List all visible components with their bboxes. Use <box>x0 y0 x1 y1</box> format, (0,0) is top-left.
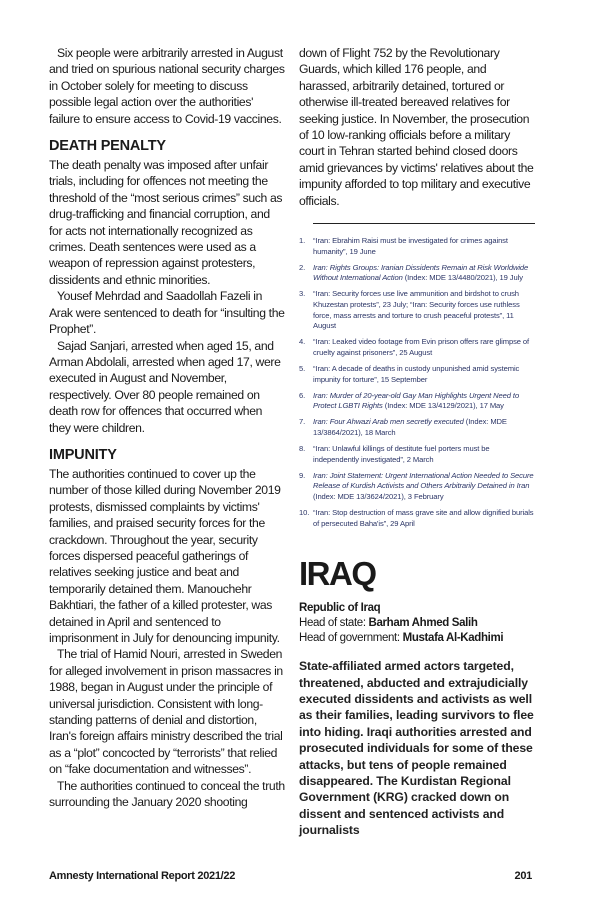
footnote <box>299 417 535 438</box>
paragraph: The authorities continued to cover up the number of those killed during November 2019 protests, dismissed complaints by victims' families, and praised security forces for the crackdown. Throughout the year, security forces dispersed peaceful gatherings of relatives seeking justice and beat and temporarily detained them. Manouchehr Bakhtiari, the father of a killed protester, was detained in April and sentenced to imprisonment in July for denouncing impunity. <box>49 466 281 645</box>
head-state-label: Head of state: <box>299 617 369 630</box>
footnote <box>299 236 535 257</box>
paragraph: Six people were arbitrarily arrested in August and tried on spurious national security charges in October solely for meeting to discuss possible legal action over the authorities' failure to ensure access to Covid-19 vaccines. <box>49 46 285 126</box>
right-column <box>299 45 535 839</box>
country-title: IRAQ <box>299 555 376 593</box>
footnote-number: 6. <box>299 390 306 400</box>
paragraph: Sajad Sanjari, arrested when aged 15, and Arman Abdolali, arrested when aged 17, were executed in August and November, respectively. Over 80 people remained on death row for offences that occurred when they were children. <box>49 338 281 435</box>
footnote-text: “Iran: Leaked video footage from Evin prison offers rare glimpse of cruelty against prisoners”, 25 August <box>313 337 530 357</box>
footnote-text: “Iran: Unlawful killings of destitute fuel porters must be independently investigated”, 2 March <box>313 444 490 464</box>
footnote-number: 5. <box>299 364 306 373</box>
heading-death-penalty: DEATH PENALTY <box>49 138 166 155</box>
footnote-title: Iran: Murder of 20-year-old Gay Man Highlights Urgent Need to Protect LGBTI Rights <box>313 390 520 411</box>
footnote <box>299 289 535 331</box>
footer-report-title: Amnesty International Report 2021/22 <box>49 870 236 882</box>
footnote-number: 2. <box>299 262 306 272</box>
official-name: Republic of Iraq <box>299 602 381 615</box>
country-meta <box>299 601 535 646</box>
footnote <box>299 444 535 465</box>
footnote-divider <box>313 223 535 224</box>
footnote-text: “Iran: Ebrahim Raisi must be investigated for crimes against humanity”, 19 June <box>313 236 508 256</box>
country-summary: State-affiliated armed actors targeted, threatened, abducted and extrajudicially executed dissidents and activists as well as their families, leading survivors to flee into hiding. Iraqi authorities arrested and prosecuted individuals for some of these attacks, but tens of people remained disappeared. The Kurdistan Regional Government (KRG) cracked down on dissent and sentenced activists and journalists <box>299 659 534 838</box>
footnote <box>299 508 535 529</box>
left-column <box>49 45 285 810</box>
footnote-title: Iran: Joint Statement: Urgent International Action Needed to Secure Release of Kurdish Activists and Others Arbitrarily Detained in Iran <box>313 470 534 491</box>
page-number: 201 <box>514 870 532 882</box>
footnote-text: (Index: MDE 13/3624/2021), 3 February <box>313 491 444 501</box>
footnote <box>299 364 535 385</box>
paragraph: The death penalty was imposed after unfair trials, including for offences not meeting the threshold of the “most serious crimes” such as drug-trafficking and financial corruption, and for acts not internationally recognized as crimes. Death sentences were used as a weapon of repression against protesters, dissidents and ethnic minorities. <box>49 158 283 287</box>
paragraph: down of Flight 752 by the Revolutionary Guards, which killed 176 people, and harassed, arbitrarily detained, tortured or otherwise ill-treated bereaved relatives for seeking justice. In November, the prosecution of 10 low-ranking officials before a military court in Tehran started behind closed doors amid grievances by victims' relatives about the impunity afforded to top military and executive officials. <box>299 46 534 208</box>
footnote-text: (Index: MDE 13/3864/2021), 18 March <box>313 417 507 437</box>
footnote-number: 7. <box>299 417 306 427</box>
footnote-number: 8. <box>299 444 306 454</box>
footnote-number: 9. <box>299 470 306 480</box>
footnote <box>299 337 535 358</box>
footnote-text: “Iran: A decade of deaths in custody unpunished amid systemic impunity for torture”, 15 September <box>313 364 520 384</box>
footnote-number: 1. <box>299 236 306 246</box>
footnote-text: “Iran: Stop destruction of mass grave site and allow dignified burials of persecuted Baha'is”, 29 April <box>313 508 534 528</box>
footnote-number: 3. <box>299 289 306 299</box>
footnote <box>299 471 535 503</box>
paragraph: The authorities continued to conceal the truth surrounding the January 2020 shooting <box>49 778 285 810</box>
footnote-text: (Index: MDE 13/4480/2021), 19 July <box>402 273 523 283</box>
footnote-text: (Index: MDE 13/4129/2021), 17 May <box>382 401 504 411</box>
footnote-title: Iran: Rights Groups: Iranian Dissidents Remain at Risk Worldwide Without International Action <box>313 262 529 283</box>
footnote-number: 10. <box>299 508 310 518</box>
footnote-title: Iran: Four Ahwazi Arab men secretly executed <box>313 417 464 427</box>
footnote <box>299 391 535 412</box>
footnote-number: 4. <box>299 337 306 347</box>
footnotes-list <box>299 236 535 529</box>
footnote-text: “Iran: Security forces use live ammunition and birdshot to crush Khuzestan protests”, 23 July; “Iran: Security forces use ruthless force, mass arrests and torture to crush peaceful protests”, 11 August <box>313 289 520 331</box>
head-state: Barham Ahmed Salih <box>368 617 478 630</box>
head-gov: Mustafa Al-Kadhimi <box>402 632 504 645</box>
head-gov-label: Head of government: <box>299 632 403 645</box>
footnote <box>299 263 535 284</box>
heading-impunity: IMPUNITY <box>49 446 117 463</box>
paragraph: Yousef Mehrdad and Saadollah Fazeli in Arak were sentenced to death for “insulting the Prophet”. <box>49 289 285 337</box>
paragraph: The trial of Hamid Nouri, arrested in Sweden for alleged involvement in prison massacres in 1988, began in August under the principle of universal jurisdiction. Consistent with long-standing patterns of denial and distortion, Iran's foreign affairs ministry described the trial as a “plot” concocted by “terrorists” that relied on “fake documentation and witnesses”. <box>49 647 283 777</box>
